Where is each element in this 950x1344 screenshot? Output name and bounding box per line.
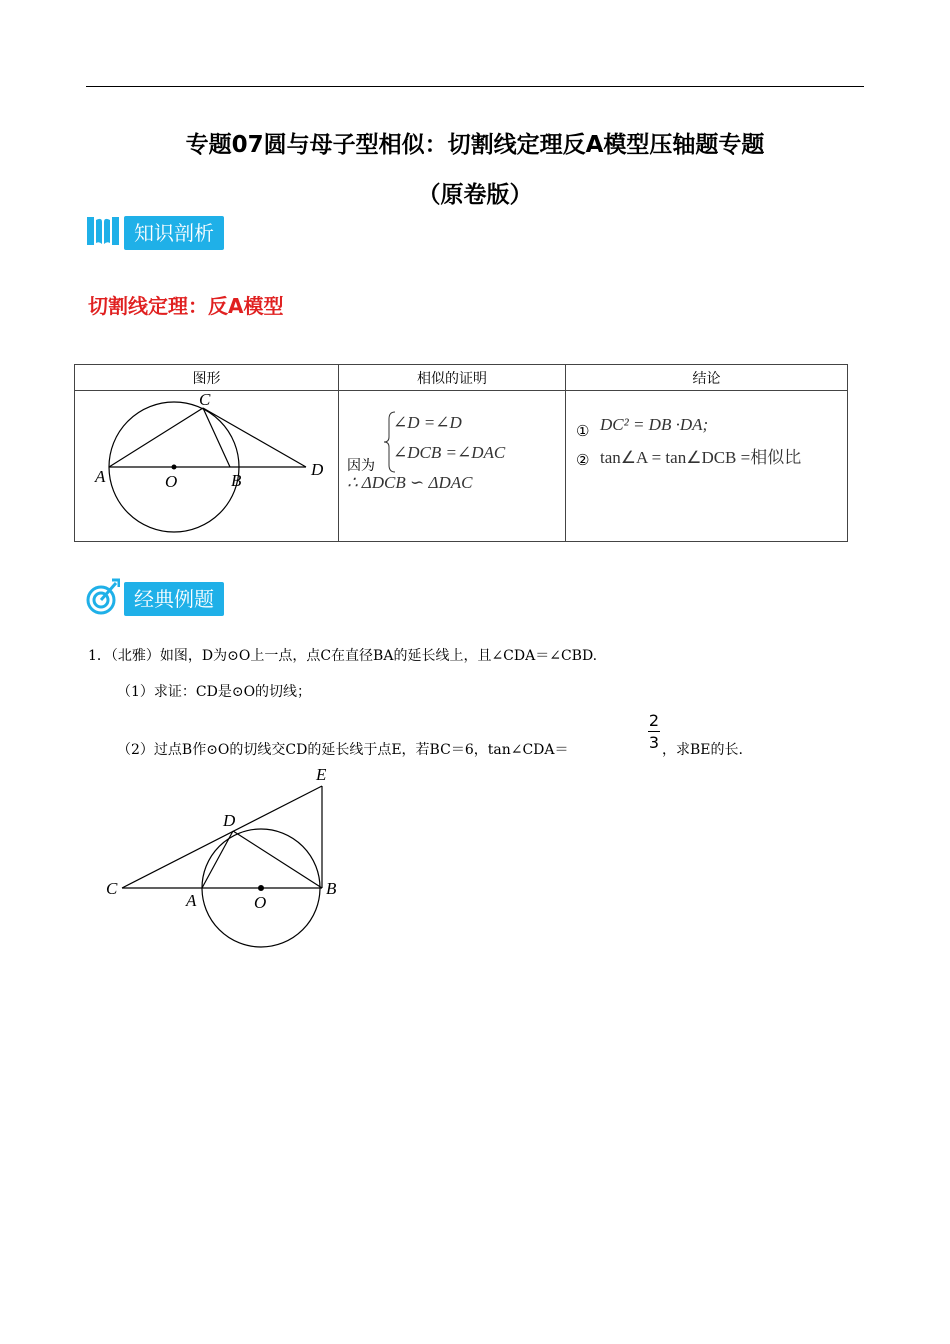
knowledge-section-label: 知识剖析: [124, 216, 224, 250]
circled-two: ②: [576, 451, 590, 469]
header-conclusion: 结论: [566, 365, 848, 391]
page-subtitle: （原卷版）: [417, 182, 533, 208]
header-figure: 图形: [75, 365, 339, 391]
fraction-bar: [648, 731, 660, 732]
problem-figure: [100, 766, 360, 956]
problem-part-2-end: ，求BE的长.: [662, 742, 743, 758]
line-cd: [203, 408, 306, 467]
fig-label-b: B: [326, 879, 337, 898]
examples-section-badge: [86, 582, 224, 616]
line-cb: [203, 408, 230, 467]
figure-cell: [75, 391, 339, 542]
fraction-numerator: 2: [648, 711, 660, 730]
problem-part-2-text: （2）过点B作⊙O的切线交CD的延长线于点E，若BC＝6，tan∠CDA＝: [117, 742, 569, 758]
fig-label-a: A: [186, 891, 197, 910]
conclusion-cell: [566, 391, 848, 542]
problem-intro: 1．（北雅）如图，D为⊙O上一点，点C在直径BA的延长线上，且∠CDA＝∠CBD.: [88, 648, 598, 664]
center-point-o: [172, 465, 177, 470]
label-c: C: [199, 391, 211, 409]
examples-section-label: 经典例题: [124, 582, 224, 616]
header-proof: 相似的证明: [339, 365, 566, 391]
label-b: B: [231, 471, 242, 490]
fig-label-c: C: [106, 879, 118, 898]
label-a: A: [95, 467, 106, 486]
proof-therefore: ∴ ΔDCB ∽ ΔDAC: [347, 473, 473, 492]
line-db: [233, 831, 322, 888]
circled-one: ①: [576, 422, 590, 440]
label-o: O: [165, 472, 178, 491]
fraction-denominator: 3: [648, 733, 660, 752]
problem-center-o: [258, 885, 264, 891]
fig-label-o: O: [254, 893, 267, 912]
proof-cell: [339, 391, 566, 542]
line-ce: [122, 786, 322, 888]
conclusion-2: tan∠A = tan∠DCB =相似比: [600, 448, 802, 467]
top-rule: [86, 86, 864, 87]
theorem-heading: 切割线定理：反A模型: [88, 294, 284, 318]
proof-line-1: ∠D =∠D: [393, 413, 462, 432]
fig-label-d: D: [223, 811, 236, 830]
problem-part-1: （1）求证：CD是⊙O的切线；: [117, 684, 312, 700]
line-ac: [109, 408, 203, 467]
fraction-two-thirds: [648, 711, 660, 752]
similarity-table: [74, 364, 848, 542]
target-icon: [86, 578, 120, 620]
page-title: 专题07圆与母子型相似：切割线定理反A模型压轴题专题: [185, 132, 765, 158]
secant-tangent-figure: [75, 391, 338, 537]
problem-part-2: [117, 739, 569, 759]
proof-because: 因为: [347, 458, 375, 474]
proof-line-2: ∠DCB =∠DAC: [393, 443, 506, 462]
book-icon: [86, 214, 120, 252]
label-d: D: [311, 460, 324, 479]
fig-label-e: E: [316, 766, 327, 784]
conclusion-1: DC² = DB ·DA;: [600, 415, 709, 434]
knowledge-section-badge: [86, 216, 224, 250]
